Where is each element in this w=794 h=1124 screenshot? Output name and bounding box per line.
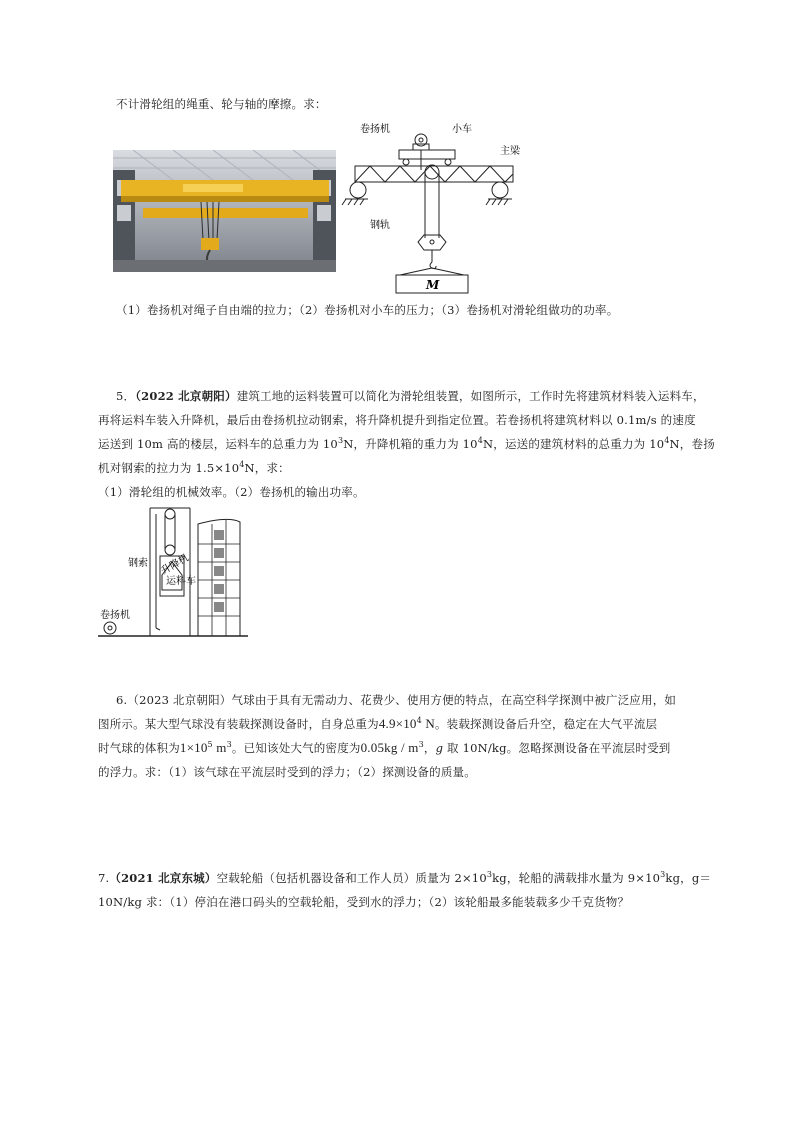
label-winch: 卷扬机	[360, 124, 390, 135]
q4-intro: 不计滑轮组的绳重、轮与轴的摩擦。求：	[116, 97, 327, 111]
q6-number: 6.	[116, 693, 128, 707]
label-main-beam: 主梁	[500, 146, 520, 157]
elevator-diagram	[98, 500, 248, 642]
label-cart: 运料车	[166, 576, 196, 587]
q5-line2: 再将运料车装入升降机，最后由卷扬机拉动钢索，将升降机提升到指定位置。若卷扬机将建筑材料以 0.1m/s 的速度	[98, 413, 696, 427]
q5-number: 5．	[116, 389, 136, 403]
label-mass: M	[426, 278, 440, 292]
q5-questions: （1）滑轮组的机械效率。（2）卷扬机的输出功率。	[98, 485, 365, 499]
q6-text-1: 气球由于具有无需动力、花费少、使用方便的特点，在高空科学探测中被广泛应用，如	[231, 693, 677, 707]
q6-line1	[116, 690, 676, 710]
label-cable: 钢索	[128, 558, 148, 569]
crane-diagram	[340, 120, 540, 298]
q5-line4: 机对钢索的拉力为 $1.5\times 10^4N$，求：	[98, 460, 290, 475]
q5-line1	[116, 386, 705, 406]
label-winch-5: 卷扬机	[100, 610, 130, 621]
q5-source: （2022 北京朝阳）	[135, 389, 237, 403]
label-elevator: 升降机	[159, 552, 191, 578]
q5-line3: 运送到 10m 高的楼层，运料车的总重力为 $10^3N$，升降机箱的重力为 $10^4N$，运送的建筑材料的总重力为 $10^4N$，卷扬	[98, 436, 715, 451]
label-rail: 钢轨	[370, 220, 390, 231]
q4-questions: （1）卷扬机对绳子自由端的拉力；（2）卷扬机对小车的压力；（3）卷扬机对滑轮组做功的功率。	[116, 303, 619, 317]
q7-line1: 7.（2021 北京东城）空载轮船（包括机器设备和工作人员）质量为 $2\times 10^3kg$，轮船的满载排水量为 $9\times 10^3kg$，g＝	[98, 870, 712, 885]
q6-source: （2023 北京朝阳）	[127, 693, 232, 707]
q7-line2: 10N/kg 求：（1）停泊在港口码头的空载轮船，受到水的浮力；（2）该轮船最多能装载多少千克货物？	[98, 895, 630, 909]
q7-number: 7.	[98, 871, 110, 885]
q6-line2: 图所示。某大型气球没有装载探测设备时，自身总重为$4.9\times 10^4$ N。装载探测设备后升空，稳定在大气平流层	[98, 716, 658, 731]
label-trolley: 小车	[452, 124, 472, 135]
crane-photo	[113, 150, 336, 272]
q6-line4: 的浮力。求：（1）该气球在平流层时受到的浮力；（2）探测设备的质量。	[98, 765, 476, 779]
q5-text-1: 建筑工地的运料装置可以简化为滑轮组装置，如图所示，工作时先将建筑材料装入运料车，	[236, 389, 705, 403]
q7-source: （2021 北京东城）	[109, 871, 217, 885]
q6-line3: 时气球的体积为$1\times 10^5$ $m^3$。已知该处大气的密度为$0.05kg / m^3$，g 取 10N/kg。忽略探测设备在平流层时受到	[98, 740, 671, 755]
